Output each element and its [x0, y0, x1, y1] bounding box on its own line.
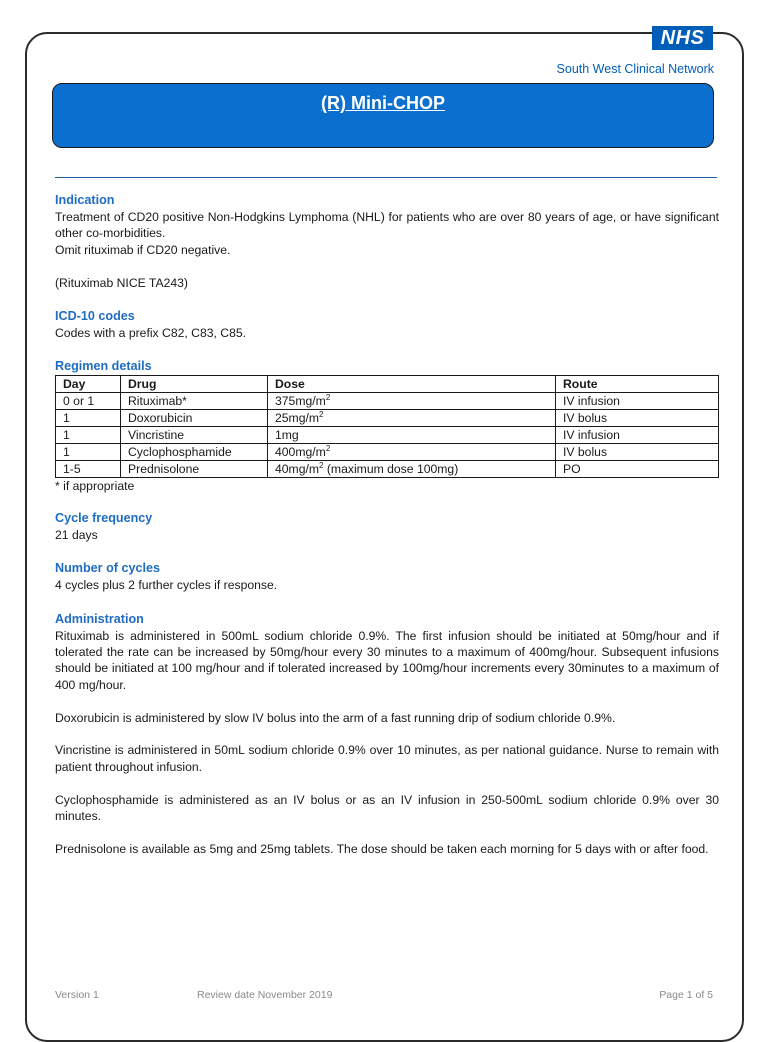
number-of-cycles-heading: Number of cycles [55, 561, 160, 576]
icd-text: Codes with a prefix C82, C83, C85. [55, 326, 247, 341]
regimen-section [55, 358, 719, 494]
cell-drug: Cyclophosphamide [121, 444, 268, 461]
column-header-route: Route [556, 376, 719, 393]
spacer [55, 258, 719, 274]
cycle-frequency-heading: Cycle frequency [55, 510, 153, 525]
indication-section [55, 192, 719, 291]
regimen-table [55, 375, 719, 478]
regimen-heading: Regimen details [55, 359, 152, 374]
cell-dose: $400mg/m^2$ [268, 444, 556, 461]
footer-version: Version 1 [55, 989, 99, 1001]
administration-rituximab: Rituximab is administered in 500mL sodium chloride 0.9%. The first infusion should be initiated at 50mg/hour and if tolerated the rate can be increased by 50mg/hour every 30 minutes to a maximum of 400mg/hour. Subsequent infusions should be initiated at 100 mg/hour and if tolerated increased by 100mg/hour increments every 30minutes to a maximum of 400 mg/hour. [55, 628, 719, 692]
cell-day: 1 [56, 427, 121, 444]
footer-page-number: Page 1 of 5 [659, 989, 713, 1001]
indication-note: Omit rituximab if CD20 negative. [55, 242, 231, 257]
column-header-day: Day [56, 376, 121, 393]
divider [55, 177, 717, 178]
number-of-cycles-text: 4 cycles plus 2 further cycles if response. [55, 578, 278, 593]
title-banner [52, 83, 714, 148]
cell-dose: $375mg/m^2$ [268, 393, 556, 410]
network-name: South West Clinical Network [556, 62, 714, 76]
table-row [56, 461, 719, 478]
cell-dose: $40mg/m^2$ (maximum dose 100mg) [268, 461, 556, 478]
spacer [55, 693, 719, 709]
number-of-cycles-section [55, 560, 719, 593]
indication-heading: Indication [55, 193, 115, 207]
table-header-row [56, 376, 719, 393]
cell-dose: $25mg/m^2$ [268, 410, 556, 427]
cell-dose: 1mg [268, 427, 556, 444]
nhs-logo: NHS [652, 26, 713, 50]
cell-drug: Doxorubicin [121, 410, 268, 427]
cell-route: IV bolus [556, 410, 719, 427]
cell-drug: Prednisolone [121, 461, 268, 478]
icd-heading: ICD-10 codes [55, 309, 135, 324]
cell-day: 1-5 [56, 461, 121, 478]
cell-drug: Vincristine [121, 427, 268, 444]
spacer [55, 824, 719, 840]
cell-drug: Rituximab* [121, 393, 268, 410]
administration-prednisolone: Prednisolone is available as 5mg and 25mg tablets. The dose should be taken each morning for 5 days with or after food. [55, 841, 709, 856]
table-row [56, 427, 719, 444]
cycle-frequency-text: 21 days [55, 527, 98, 542]
footer-review-date: Review date November 2019 [197, 989, 333, 1001]
administration-section [55, 611, 719, 858]
cycle-frequency-section [55, 510, 719, 543]
administration-vincristine: Vincristine is administered in 50mL sodium chloride 0.9% over 10 minutes, as per national guidance. Nurse to remain with patient throughout infusion. [55, 743, 719, 774]
cell-route: IV infusion [556, 393, 719, 410]
icd-section [55, 308, 719, 341]
administration-cyclophosphamide: Cyclophosphamide is administered as an IV bolus or as an IV infusion in 250-500mL sodium chloride 0.9% over 30 minutes. [55, 792, 719, 824]
cell-route: IV bolus [556, 444, 719, 461]
spacer [55, 775, 719, 791]
regimen-footnote: * if appropriate [55, 479, 135, 494]
indication-text: Treatment of CD20 positive Non-Hodgkins Lymphoma (NHL) for patients who are over 80 years of age, or have significant other co-morbidities. [55, 210, 719, 241]
table-row [56, 393, 719, 410]
administration-heading: Administration [55, 611, 144, 626]
spacer [55, 726, 719, 742]
document-body [55, 192, 719, 857]
column-header-drug: Drug [121, 376, 268, 393]
cell-day: 0 or 1 [56, 393, 121, 410]
cell-day: 1 [56, 444, 121, 461]
administration-doxorubicin: Doxorubicin is administered by slow IV bolus into the arm of a fast running drip of sodium chloride 0.9%. [55, 710, 616, 725]
cell-route: IV infusion [556, 427, 719, 444]
table-row [56, 444, 719, 461]
column-header-dose: Dose [268, 376, 556, 393]
cell-day: 1 [56, 410, 121, 427]
cell-route: PO [556, 461, 719, 478]
indication-reference: (Rituximab NICE TA243) [55, 275, 188, 290]
page-title: (R) Mini-CHOP [321, 93, 445, 113]
table-row [56, 410, 719, 427]
